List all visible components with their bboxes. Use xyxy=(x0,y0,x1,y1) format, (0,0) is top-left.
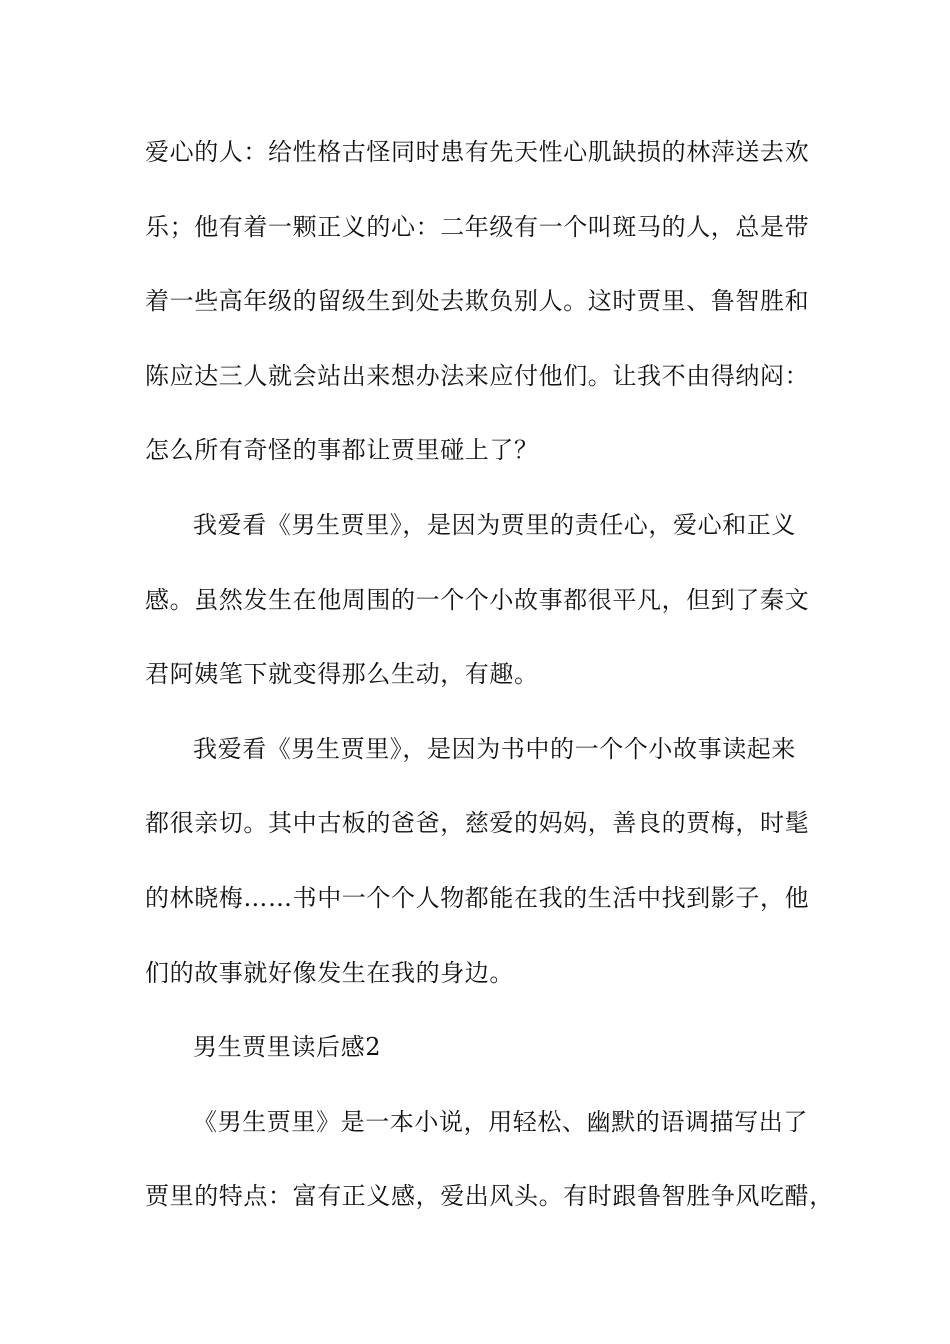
text-line: 贾里的特点：富有正义感，爱出风头。有时跟鲁智胜争风吃醋， xyxy=(145,1182,834,1211)
section-heading: 男生贾里读后感2 xyxy=(193,1033,382,1062)
body-text xyxy=(145,128,834,1247)
text-line: 爱心的人：给性格古怪同时患有先天性心肌缺损的林萍送去欢 xyxy=(145,138,810,166)
text-line: 都很亲切。其中古板的爸爸，慈爱的妈妈，善良的贾梅，时髦 xyxy=(145,809,810,838)
text-line: 君阿姨笔下就变得那么生动，有趣。 xyxy=(145,660,539,689)
paragraph-start-line: 我爱看《男生贾里》，是因为贾里的责任心，爱心和正义 xyxy=(193,510,796,539)
text-line: 乐；他有着一颗正义的心：二年级有一个叫斑马的人，总是带 xyxy=(145,212,810,241)
text-line: 怎么所有奇怪的事都让贾里碰上了？ xyxy=(145,436,539,465)
text-line: 感。虽然发生在他周围的一个个小故事都很平凡，但到了秦文 xyxy=(145,585,810,614)
text-line: 们的故事就好像发生在我的身边。 xyxy=(145,958,514,987)
text-line: 的林晓梅……书中一个个人物都能在我的生活中找到影子，他 xyxy=(145,883,810,912)
paragraph-start-line: 我爱看《男生贾里》，是因为书中的一个个小故事读起来 xyxy=(193,734,796,763)
paragraph-start-line: 《男生贾里》是一本小说，用轻松、幽默的语调描写出了 xyxy=(193,1107,808,1136)
text-line: 陈应达三人就会站出来想办法来应付他们。让我不由得纳闷： xyxy=(145,361,810,390)
text-line: 着一些高年级的留级生到处去欺负别人。这时贾里、鲁智胜和 xyxy=(145,287,810,316)
